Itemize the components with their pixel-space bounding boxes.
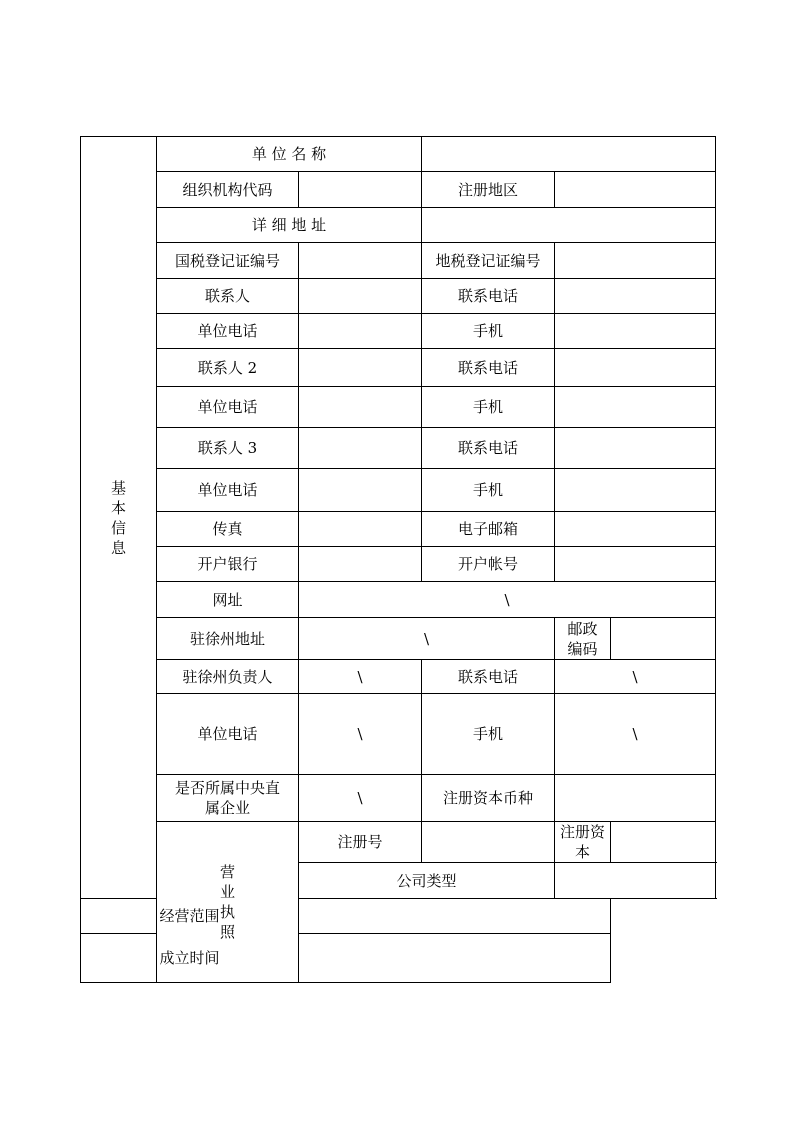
row-contact1 [81, 279, 716, 314]
label-central-line2: 属企业 [204, 799, 250, 817]
field-xz-manager[interactable]: \ [299, 660, 422, 694]
field-reg-region[interactable] [555, 172, 716, 208]
field-website[interactable]: \ [299, 582, 716, 618]
label-national-tax: 国税登记证编号 [157, 243, 299, 279]
row-business-scope [81, 899, 716, 934]
label-mobile3: 手机 [422, 469, 555, 512]
row-central [81, 775, 716, 822]
field-mobile2[interactable] [555, 387, 716, 428]
section-basic-char: 信 [110, 518, 126, 537]
label-postcode-line1: 邮政 [567, 619, 598, 638]
label-contact1-phone: 联系电话 [422, 279, 555, 314]
label-bank: 开户银行 [157, 547, 299, 582]
label-fax: 传真 [157, 512, 299, 547]
field-contact3-phone[interactable] [555, 428, 716, 469]
field-contact1[interactable] [299, 279, 422, 314]
field-unit-phone3[interactable] [299, 469, 422, 512]
label-central-line1: 是否所属中央直 [174, 779, 280, 797]
label-xz-manager: 驻徐州负责人 [157, 660, 299, 694]
label-company-type: 公司类型 [299, 863, 555, 899]
label-local-tax: 地税登记证编号 [422, 243, 555, 279]
section-basic-info [81, 137, 157, 899]
label-email: 电子邮箱 [422, 512, 555, 547]
field-mobile4[interactable]: \ [555, 694, 716, 775]
label-mobile4: 手机 [422, 694, 555, 775]
field-account[interactable] [555, 547, 716, 582]
label-capital-currency: 注册资本币种 [422, 775, 555, 822]
label-unit-phone3: 单位电话 [157, 469, 299, 512]
label-xz-address: 驻徐州地址 [157, 618, 299, 660]
row-fax [81, 512, 716, 547]
field-unit-name[interactable] [422, 137, 716, 172]
label-reg-capital: 注册资本 [555, 822, 611, 863]
row-bank [81, 547, 716, 582]
row-website [81, 582, 716, 618]
field-org-code[interactable] [299, 172, 422, 208]
label-mobile2: 手机 [422, 387, 555, 428]
field-mobile3[interactable] [555, 469, 716, 512]
field-postcode[interactable] [611, 618, 716, 660]
field-reg-no[interactable] [422, 822, 555, 863]
label-postcode-line2: 编码 [567, 639, 598, 658]
label-central-enterprise [157, 775, 299, 822]
field-contact2[interactable] [299, 349, 422, 387]
field-local-tax[interactable] [555, 243, 716, 279]
field-company-type[interactable] [555, 863, 716, 899]
label-contact2: 联系人 2 [157, 349, 299, 387]
section-license-char: 营 [219, 863, 235, 881]
row-unit-phone1 [81, 314, 716, 349]
label-established: 成立时间 [81, 934, 299, 983]
row-unit-phone2 [81, 387, 716, 428]
row-unit-phone3 [81, 469, 716, 512]
label-business-scope: 经营范围 [81, 899, 299, 934]
label-unit-phone4: 单位电话 [157, 694, 299, 775]
label-org-code: 组织机构代码 [157, 172, 299, 208]
row-xz-address [81, 618, 716, 660]
section-license-char: 照 [219, 923, 235, 941]
label-reg-region: 注册地区 [422, 172, 555, 208]
field-national-tax[interactable] [299, 243, 422, 279]
field-contact3[interactable] [299, 428, 422, 469]
label-account: 开户帐号 [422, 547, 555, 582]
field-unit-phone4[interactable]: \ [299, 694, 422, 775]
field-xz-address[interactable]: \ [299, 618, 555, 660]
section-license-char: 业 [219, 883, 235, 901]
label-contact3: 联系人 3 [157, 428, 299, 469]
label-unit-name: 单 位 名 称 [157, 137, 422, 172]
field-mobile1[interactable] [555, 314, 716, 349]
field-established[interactable] [299, 934, 611, 983]
section-license-char: 执 [219, 903, 235, 921]
label-contact2-phone: 联系电话 [422, 349, 555, 387]
label-unit-phone2: 单位电话 [157, 387, 299, 428]
field-reg-capital[interactable] [611, 822, 716, 863]
row-address [81, 208, 716, 243]
label-contact3-phone: 联系电话 [422, 428, 555, 469]
label-mobile1: 手机 [422, 314, 555, 349]
label-contact1: 联系人 [157, 279, 299, 314]
label-xz-contact-phone: 联系电话 [422, 660, 555, 694]
field-capital-currency[interactable] [555, 775, 716, 822]
field-email[interactable] [555, 512, 716, 547]
field-contact1-phone[interactable] [555, 279, 716, 314]
row-reg-no [81, 822, 716, 863]
field-business-scope[interactable] [299, 899, 611, 934]
field-fax[interactable] [299, 512, 422, 547]
label-reg-no: 注册号 [299, 822, 422, 863]
row-org-code [81, 172, 716, 208]
section-basic-char: 本 [110, 498, 126, 517]
label-postcode [555, 618, 611, 660]
registration-form-table [80, 136, 716, 983]
row-contact3 [81, 428, 716, 469]
section-basic-char: 基 [110, 478, 126, 497]
label-website: 网址 [157, 582, 299, 618]
row-unit-phone4 [81, 694, 716, 775]
field-contact2-phone[interactable] [555, 349, 716, 387]
field-central-enterprise[interactable]: \ [299, 775, 422, 822]
section-basic-char: 息 [110, 538, 126, 557]
field-unit-phone1[interactable] [299, 314, 422, 349]
label-unit-phone1: 单位电话 [157, 314, 299, 349]
field-bank[interactable] [299, 547, 422, 582]
field-unit-phone2[interactable] [299, 387, 422, 428]
row-contact2 [81, 349, 716, 387]
row-xz-manager [81, 660, 716, 694]
label-address: 详 细 地 址 [157, 208, 422, 243]
row-tax [81, 243, 716, 279]
field-xz-contact-phone[interactable]: \ [555, 660, 716, 694]
row-established [81, 934, 716, 983]
row-unit-name [81, 137, 716, 172]
field-address[interactable] [422, 208, 716, 243]
